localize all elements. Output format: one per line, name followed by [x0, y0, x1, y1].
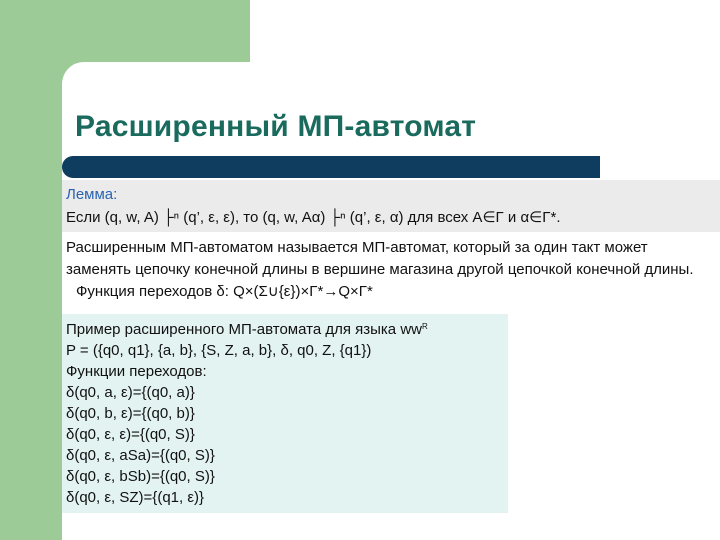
definition-body: Расширенным МП-автоматом называется МП-автомат, который за один такт может заменять цепочку конечной длины в вершине магазина другой цепочкой конечной длины. — [66, 239, 694, 278]
transition-item: δ(q0, ε, SZ)={(q1, ε)} — [66, 489, 205, 506]
example-box — [62, 314, 508, 513]
slide-title: Расширенный МП-автомат — [75, 110, 477, 143]
transition-item: δ(q0, ε, aSa)={(q0, S)} — [66, 447, 215, 464]
transition-item: δ(q0, ε, ε)={(q0, S)} — [66, 426, 195, 443]
transition-item: δ(q0, a, ε)={(q0, a)} — [66, 384, 195, 401]
title-divider — [62, 156, 600, 178]
definition-text — [66, 237, 716, 303]
lemma-box — [62, 180, 720, 232]
reverse-superscript: R — [422, 322, 428, 331]
automaton-definition: P = ({q0, q1}, {a, b}, {S, Z, a, b}, δ, q0, Z, {q1}) — [66, 342, 372, 359]
transition-function: Функция переходов δ: Q×(Σ∪{ε})×Γ*→Q×Γ* — [76, 283, 373, 300]
example-heading: Пример расширенного МП-автомата для языка $ww^R$ — [66, 321, 428, 338]
lemma-statement: Если (q, w, A) ├ⁿ (q’, ε, ε), то (q, w, Aα) ├ⁿ (q’, ε, α) для всех A∈Γ и α∈Γ*. — [66, 209, 561, 226]
transition-item: δ(q0, ε, bSb)={(q0, S)} — [66, 468, 215, 485]
lemma-heading: Лемма: — [66, 186, 118, 203]
transitions-label: Функции переходов: — [66, 363, 207, 380]
transition-item: δ(q0, b, ε)={(q0, b)} — [66, 405, 195, 422]
